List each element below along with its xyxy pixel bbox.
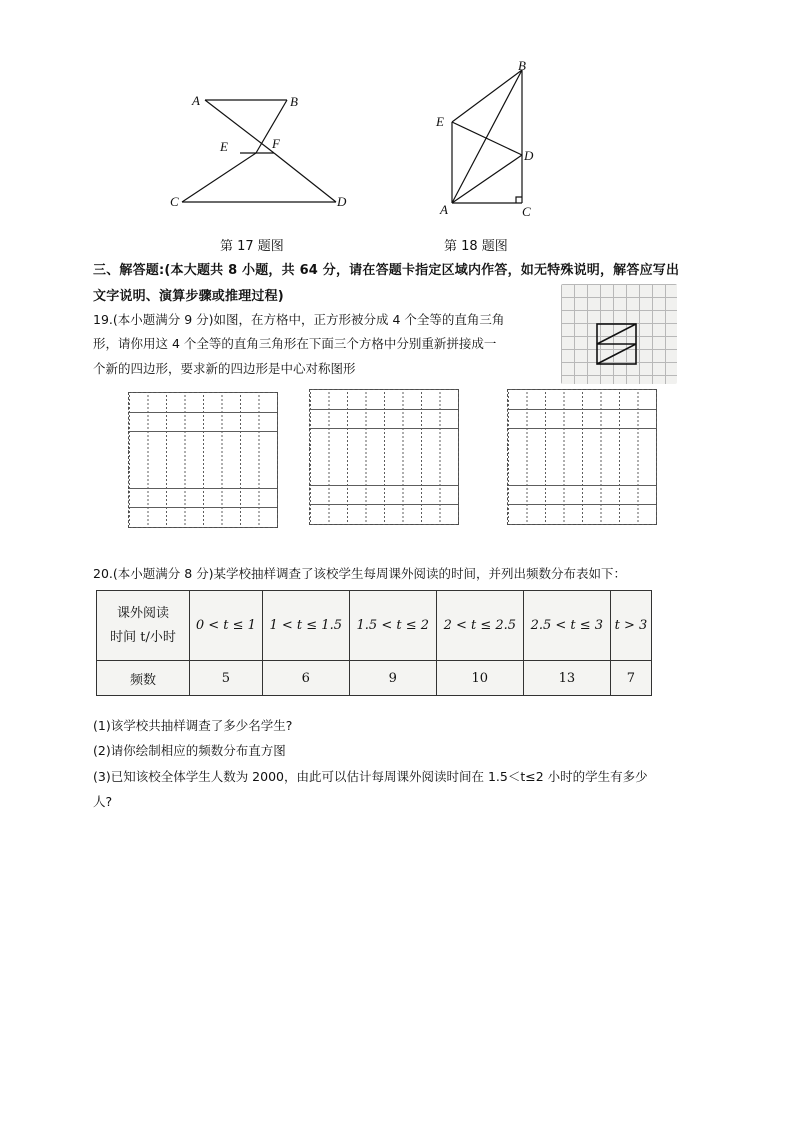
frequency-cell: 9 xyxy=(349,661,436,696)
interval-cell: 1.5 < t ≤ 2 xyxy=(349,591,436,661)
point-label-B: B xyxy=(290,94,298,109)
q20-sub3-line2: 人? xyxy=(93,794,113,809)
q19-line2: 形，请你用这 4 个全等的直角三角形在下面三个方格中分别重新拼接成一 xyxy=(93,336,497,351)
table-header-label xyxy=(97,591,190,661)
frequency-table xyxy=(96,590,652,696)
point-label-C: C xyxy=(522,204,531,219)
q19-line1: 19.(本小题满分 9 分)如图，在方格中，正方形被分成 4 个全等的直角三角 xyxy=(93,312,505,327)
q20-sub2: (2)请你绘制相应的频数分布直方图 xyxy=(93,743,286,758)
point-label-D: D xyxy=(524,148,534,163)
q19-square-diagram xyxy=(561,284,677,384)
point-label-D: D xyxy=(337,194,347,209)
q20-sub1: (1)该学校共抽样调查了多少名学生? xyxy=(93,718,293,733)
frequency-cell: 13 xyxy=(523,661,610,696)
interval-cell: 2 < t ≤ 2.5 xyxy=(436,591,523,661)
section-title-line2: 文字说明、演算步骤或推理过程) xyxy=(93,289,284,304)
header-label-line2: 时间 t/小时 xyxy=(110,629,176,645)
interval-cell: 0 < t ≤ 1 xyxy=(190,591,263,661)
answer-grid-1[interactable] xyxy=(128,392,278,528)
frequency-cell: 10 xyxy=(436,661,523,696)
q20-intro: 20.(本小题满分 8 分)某学校抽样调查了该校学生每周课外阅读的时间，并列出频数分布表如下： xyxy=(93,566,627,581)
figure-18-caption: 第 18 题图 xyxy=(444,239,508,254)
interval-cell: 1 < t ≤ 1.5 xyxy=(262,591,349,661)
q19-line3: 个新的四边形，要求新的四边形是中心对称图形 xyxy=(93,361,356,376)
point-label-E: E xyxy=(436,114,444,129)
q19-reference-grid-photo xyxy=(561,284,677,384)
section-title-line1: 三、解答题:(本大题共 8 小题，共 64 分，请在答题卡指定区域内作答，如无特殊说明，解答应写出 xyxy=(93,263,680,278)
point-label-B: B xyxy=(518,58,526,73)
row-label: 频数 xyxy=(97,661,190,696)
point-label-E: E xyxy=(220,139,228,154)
point-label-A: A xyxy=(440,202,448,217)
frequency-cell: 5 xyxy=(190,661,263,696)
interval-cell: t > 3 xyxy=(610,591,651,661)
header-label-line1: 课外阅读 xyxy=(116,605,169,621)
point-label-F: F xyxy=(272,136,280,151)
point-label-A: A xyxy=(192,93,200,108)
answer-grid-3[interactable] xyxy=(507,389,657,525)
frequency-cell: 6 xyxy=(262,661,349,696)
figure-17-diagram xyxy=(160,88,360,213)
figure-18-diagram xyxy=(430,58,550,223)
q20-sub3-line1: (3)已知该校全体学生人数为 2000，由此可以估计每周课外阅读时间在 1.5＜t≤2 小时的学生有多少 xyxy=(93,769,648,784)
interval-cell: 2.5 < t ≤ 3 xyxy=(523,591,610,661)
frequency-cell: 7 xyxy=(610,661,651,696)
figure-17-caption: 第 17 题图 xyxy=(220,239,284,254)
answer-grid-2[interactable] xyxy=(309,389,459,525)
point-label-C: C xyxy=(170,194,179,209)
